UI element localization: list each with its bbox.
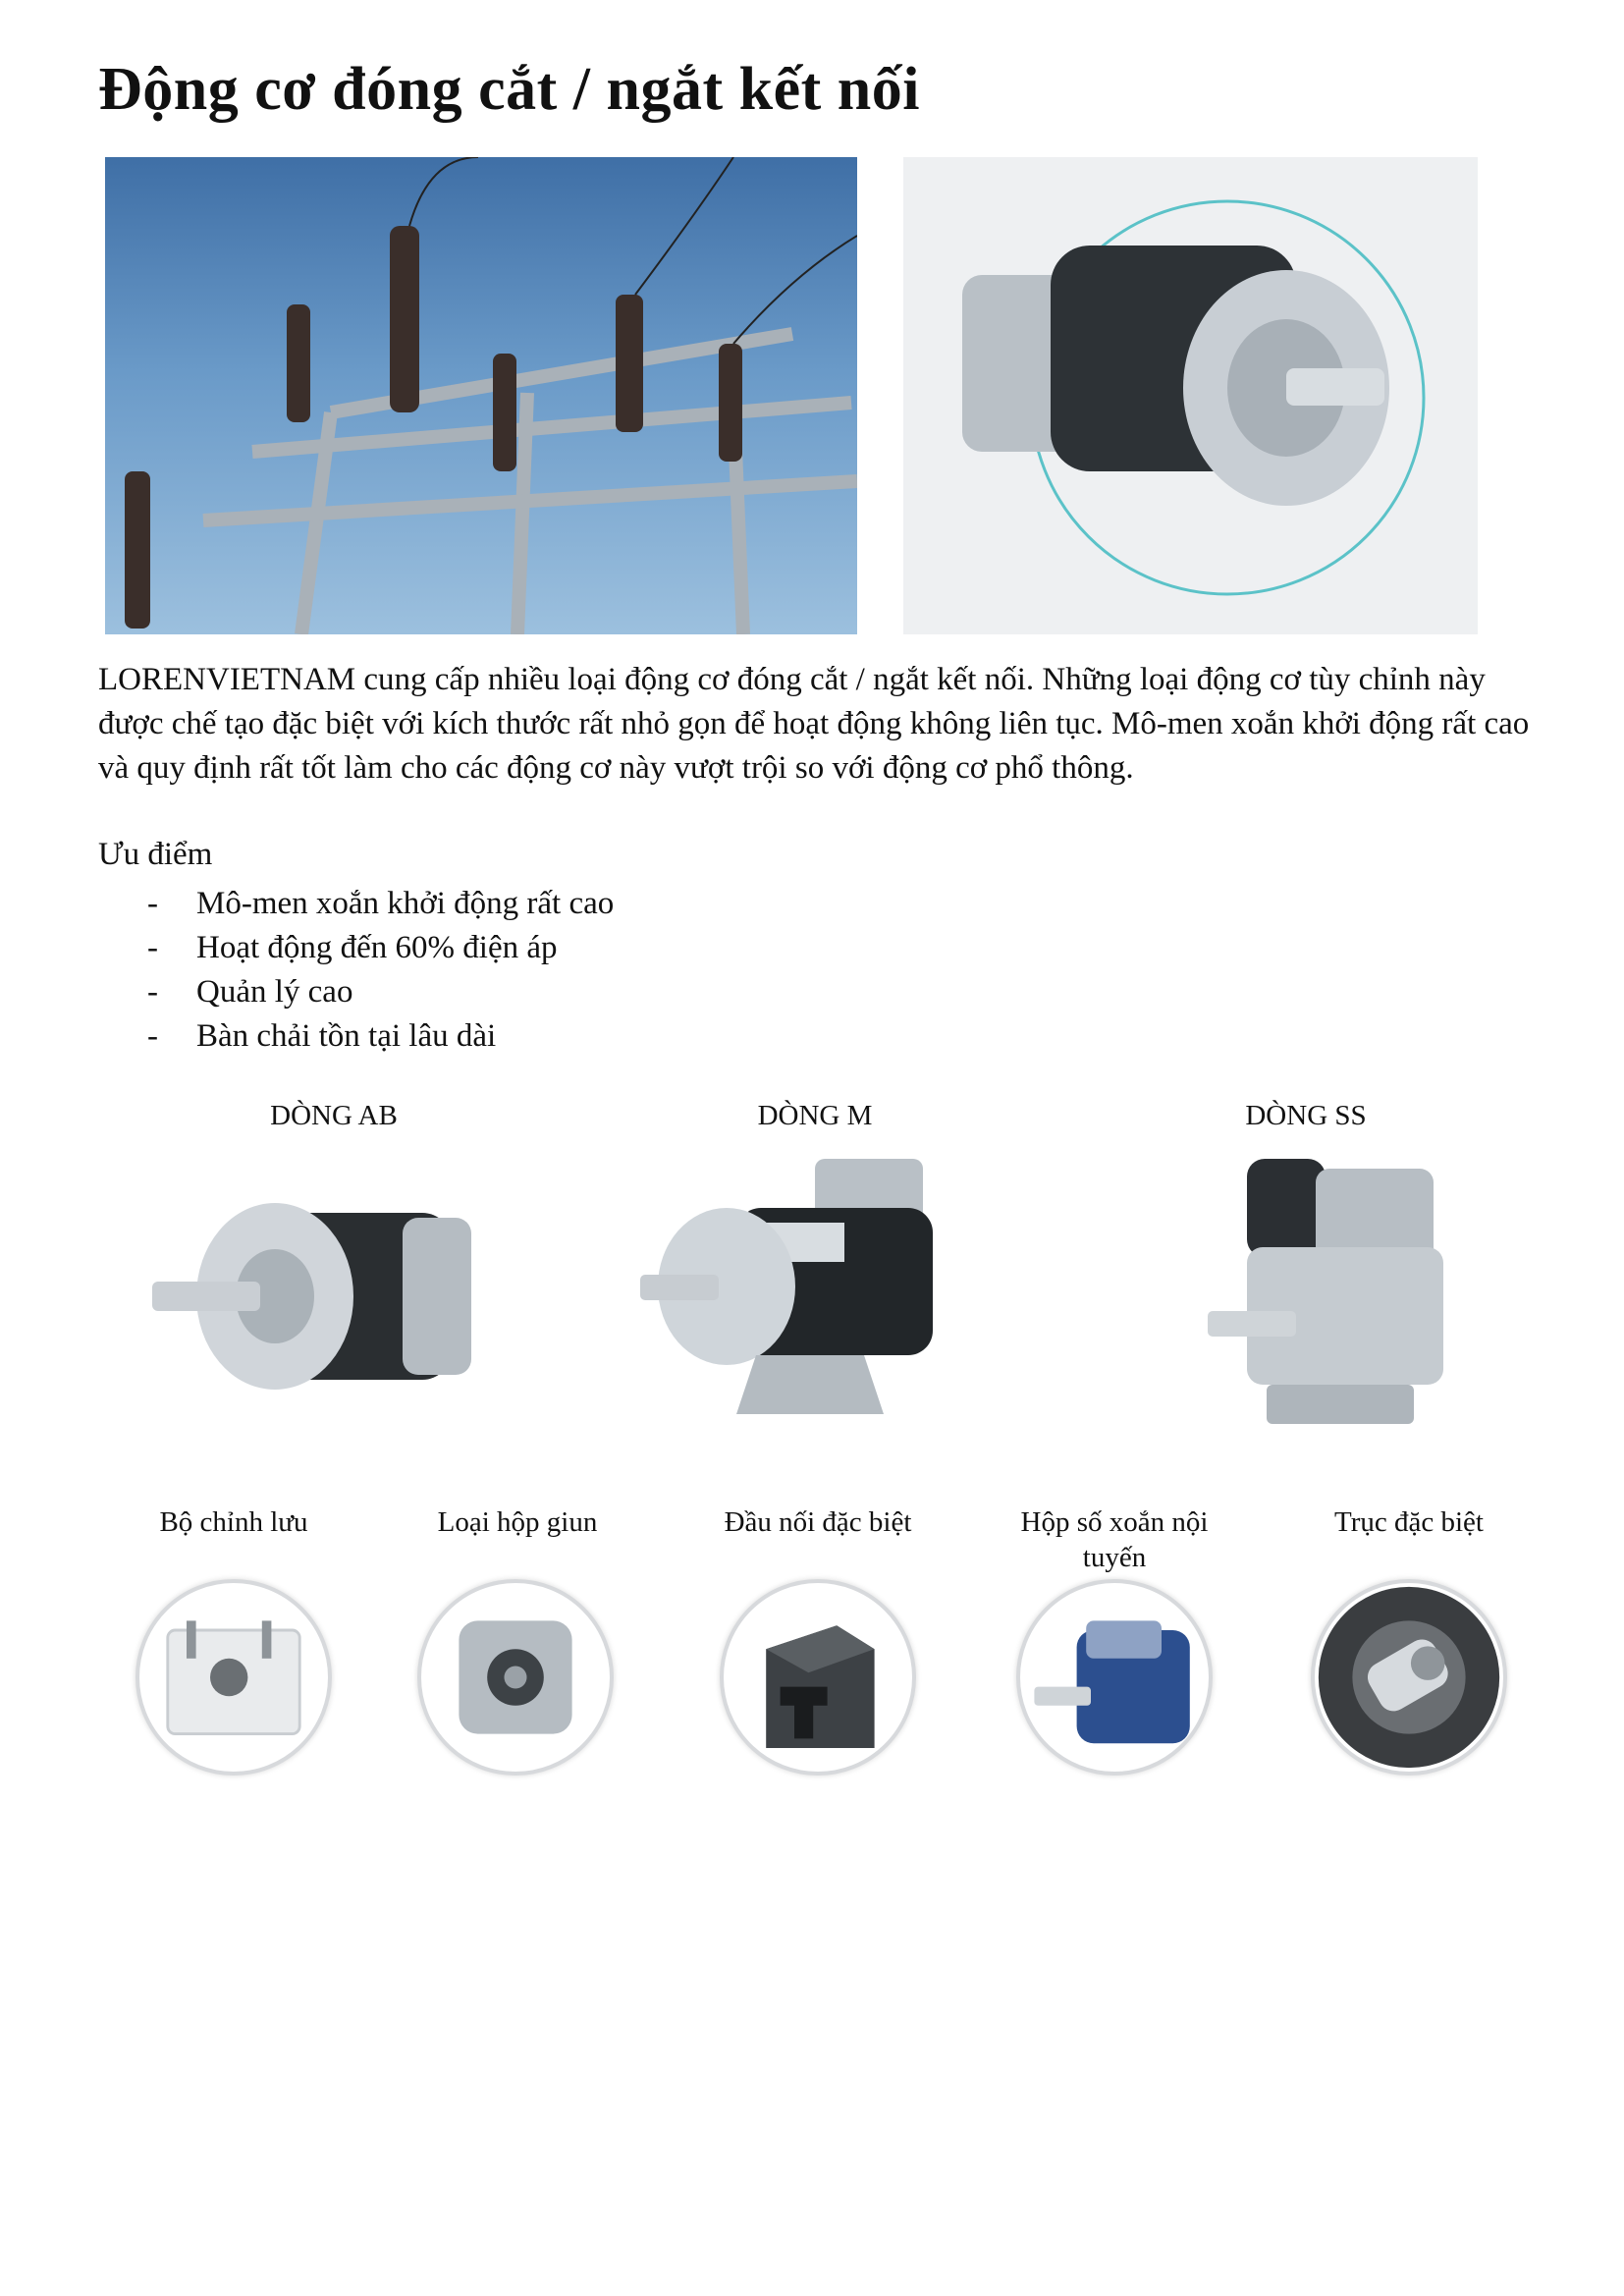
inline-gearbox-image — [1016, 1579, 1213, 1776]
series-ss-label: DÒNG SS — [1245, 1100, 1367, 1131]
page-title: Động cơ đóng cắt / ngắt kết nối — [98, 56, 920, 123]
series-ab-label: DÒNG AB — [270, 1100, 398, 1131]
list-item: - Hoạt động đến 60% điện áp — [147, 930, 558, 965]
series-ss-image — [1139, 1149, 1492, 1463]
option-worm-gearbox-label: Loại hộp giun — [437, 1506, 598, 1538]
rectifier-image — [135, 1579, 332, 1776]
list-item: - Bàn chải tồn tại lâu dài — [147, 1018, 497, 1054]
special-shaft-image — [1311, 1579, 1507, 1776]
intro-paragraph: LORENVIETNAM cung cấp nhiều loại động cơ đóng cắt / ngắt kết nối. Những loại động cơ tùy chỉnh này được chế tạo đặc biệt với kích thước rất nhỏ gọn để hoạt động không liên tục. Mô-men xoắn khởi động rất cao và quy định rất tốt làm cho các động cơ này vượt trội so với động cơ phổ thông. — [98, 662, 1530, 786]
advantages-heading: Ưu điểm — [98, 837, 213, 872]
substation-photo — [105, 157, 857, 634]
advantages-list — [147, 882, 614, 1059]
option-rectifier-label: Bộ chỉnh lưu — [159, 1506, 308, 1538]
option-inline-gearbox-label: Hộp số xoắn nội tuyến — [1020, 1506, 1209, 1573]
motor-photo — [903, 157, 1478, 634]
series-ab-image — [147, 1149, 501, 1463]
series-m-image — [638, 1149, 992, 1463]
option-special-shaft-label: Trục đặc biệt — [1334, 1506, 1484, 1538]
option-special-connector-label: Đầu nối đặc biệt — [724, 1506, 912, 1538]
list-item: - Mô-men xoắn khởi động rất cao — [147, 886, 615, 921]
worm-gearbox-image — [417, 1579, 614, 1776]
special-connector-image — [720, 1579, 916, 1776]
series-m-label: DÒNG M — [757, 1100, 873, 1131]
list-item: - Quản lý cao — [147, 974, 353, 1010]
